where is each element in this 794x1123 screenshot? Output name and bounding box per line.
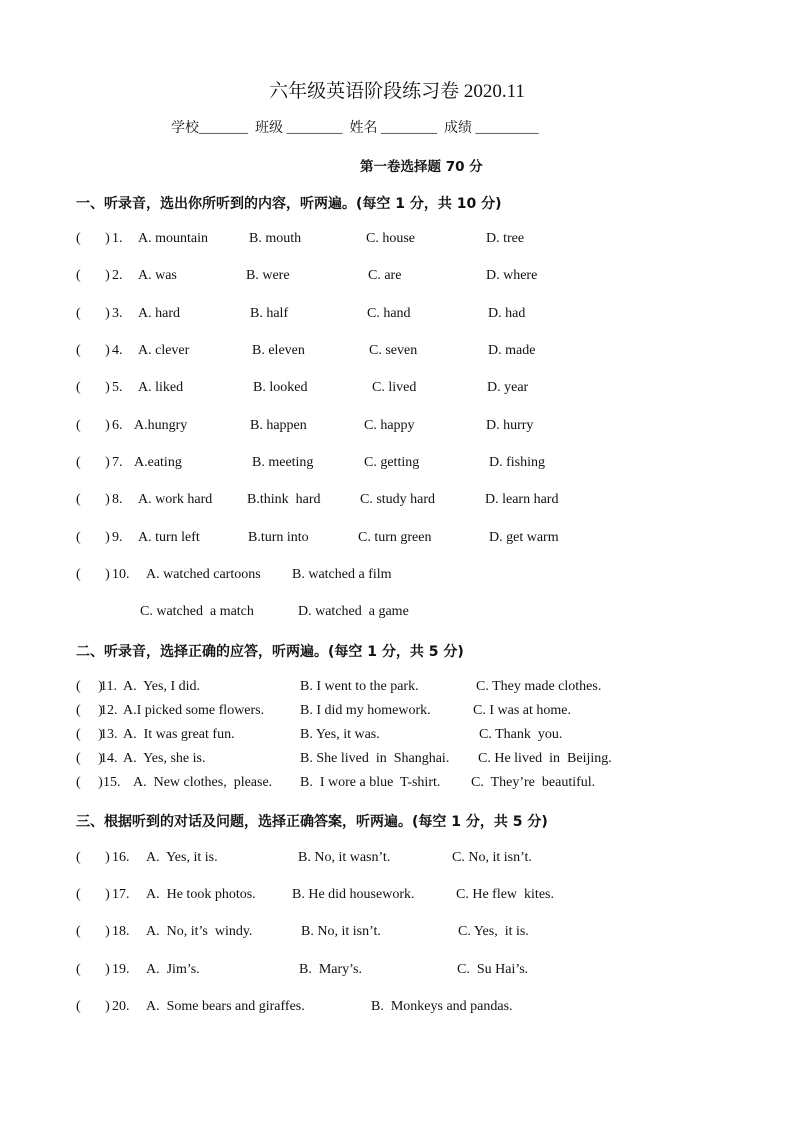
answer-blank: ( ) (76, 455, 110, 470)
question-number: 2. (112, 268, 123, 283)
option-c: C. seven (369, 343, 418, 358)
answer-blank: ( ) (76, 679, 103, 694)
option-a: A. It was great fun. (123, 727, 235, 742)
option-b: B. She lived in Shanghai. (300, 751, 450, 766)
option-b: B. No, it isn’t. (301, 924, 381, 939)
exam-title: 六年级英语阶段练习卷 2020.11 (269, 81, 525, 102)
option-a: A.eating (134, 455, 182, 470)
option-d: D. learn hard (485, 492, 559, 507)
answer-blank: ( ) (76, 727, 103, 742)
option-d: D. where (486, 268, 538, 283)
question-number: 15. (103, 775, 121, 790)
answer-blank: ( ) (76, 268, 110, 283)
option-b: B. Mary’s. (299, 962, 362, 977)
option-b: B. I went to the park. (300, 679, 419, 694)
option-a: A. liked (138, 380, 184, 395)
question-number: 14. (100, 751, 118, 766)
option-c: C. hand (367, 306, 411, 321)
question-number: 9. (112, 530, 123, 545)
answer-blank: ( ) (76, 924, 110, 939)
option-d: D. hurry (486, 418, 534, 433)
option-a: A. He took photos. (146, 887, 256, 902)
option-d: D. year (487, 380, 529, 395)
question-number: 1. (112, 231, 123, 246)
option-b: B. He did housework. (292, 887, 415, 902)
option-b: B. Monkeys and pandas. (371, 999, 513, 1014)
answer-blank: ( ) (76, 492, 110, 507)
option-b: B. eleven (252, 343, 305, 358)
answer-blank: ( ) (76, 703, 103, 718)
option-a: A. Jim’s. (146, 962, 200, 977)
volume-title: 第一卷选择题 70 分 (360, 159, 483, 175)
option-a: A. Yes, I did. (123, 679, 201, 694)
option-c: C. Su Hai’s. (457, 962, 529, 977)
question-number: 16. (112, 850, 130, 865)
option-c: C. house (366, 231, 415, 246)
option-b: B. half (250, 306, 289, 321)
option-b: B.turn into (248, 530, 309, 545)
option-a: A. Yes, it is. (146, 850, 218, 865)
option-a: A.hungry (134, 418, 188, 433)
question-number: 6. (112, 418, 123, 433)
question-number: 5. (112, 380, 123, 395)
answer-blank: ( ) (76, 567, 110, 582)
option-d: D. fishing (489, 455, 545, 470)
option-b: B. I did my homework. (300, 703, 431, 718)
option-c: C. getting (364, 455, 420, 470)
option-a: A. was (138, 268, 177, 283)
question-number: 13. (100, 727, 118, 742)
question-number: 4. (112, 343, 123, 358)
option-d: D. had (488, 306, 526, 321)
option-b: B. I wore a blue T-shirt. (300, 775, 441, 790)
option-c: C. They’re beautiful. (471, 775, 596, 790)
answer-blank: ( ) (76, 343, 110, 358)
option-b: B. happen (250, 418, 307, 433)
option-b: B. No, it wasn’t. (298, 850, 391, 865)
option-c: C. watched a match (140, 604, 254, 619)
option-b: B. meeting (252, 455, 314, 470)
option-c: C. turn green (358, 530, 432, 545)
option-a: A. No, it’s windy. (146, 924, 253, 939)
option-a: A. Some bears and giraffes. (146, 999, 305, 1014)
question-number: 17. (112, 887, 130, 902)
option-a: A. mountain (138, 231, 208, 246)
option-b: B. looked (253, 380, 308, 395)
student-info-line: 学校_______ 班级 ________ 姓名 ________ 成绩 _________ (171, 121, 539, 136)
question-number: 20. (112, 999, 130, 1014)
question-number: 8. (112, 492, 123, 507)
option-d: D. get warm (489, 530, 559, 545)
option-b: B. watched a film (292, 567, 392, 582)
option-c: C. study hard (360, 492, 436, 507)
option-a: A. watched cartoons (146, 567, 261, 582)
answer-blank: ( ) (76, 380, 110, 395)
question-number: 11. (100, 679, 117, 694)
answer-blank: ( ) (76, 887, 110, 902)
option-a: A. Yes, she is. (123, 751, 206, 766)
question-number: 7. (112, 455, 123, 470)
option-c: C. They made clothes. (476, 679, 602, 694)
answer-blank: ( ) (76, 530, 110, 545)
answer-blank: ( ) (76, 850, 110, 865)
answer-blank: ( ) (76, 962, 110, 977)
option-c: C. No, it isn’t. (452, 850, 532, 865)
question-number: 3. (112, 306, 123, 321)
option-a: A. work hard (138, 492, 213, 507)
answer-blank: ( ) (76, 306, 110, 321)
option-d: D. watched a game (298, 604, 409, 619)
answer-blank: ( ) (76, 751, 103, 766)
option-d: D. tree (486, 231, 525, 246)
question-number: 12. (100, 703, 118, 718)
section-3-heading: 三、根据听到的对话及问题，选择正确答案，听两遍。(每空 1 分，共 5 分) (76, 814, 548, 830)
answer-blank: ( ) (76, 418, 110, 433)
option-a: A. New clothes, please. (133, 775, 273, 790)
option-c: C. are (368, 268, 402, 283)
section-2-heading: 二、听录音，选择正确的应答，听两遍。(每空 1 分，共 5 分) (76, 644, 464, 660)
option-a: A. hard (138, 306, 180, 321)
answer-blank: ( ) (76, 999, 110, 1014)
section-1-heading: 一、听录音，选出你所听到的内容，听两遍。(每空 1 分，共 10 分) (76, 196, 502, 212)
option-c: C. He flew kites. (456, 887, 554, 902)
option-a: A. turn left (138, 530, 200, 545)
answer-blank: ( ) (76, 775, 103, 790)
option-b: B.think hard (247, 492, 321, 507)
option-c: C. happy (364, 418, 415, 433)
option-c: C. Yes, it is. (458, 924, 529, 939)
option-b: B. were (246, 268, 290, 283)
option-c: C. I was at home. (473, 703, 571, 718)
option-c: C. Thank you. (479, 727, 563, 742)
option-d: D. made (488, 343, 536, 358)
question-number: 18. (112, 924, 130, 939)
option-c: C. lived (372, 380, 417, 395)
option-a: A.I picked some flowers. (123, 703, 265, 718)
question-number: 19. (112, 962, 130, 977)
answer-blank: ( ) (76, 231, 110, 246)
option-c: C. He lived in Beijing. (478, 751, 612, 766)
option-b: B. Yes, it was. (300, 727, 380, 742)
option-b: B. mouth (249, 231, 302, 246)
question-number: 10. (112, 567, 130, 582)
option-a: A. clever (138, 343, 190, 358)
